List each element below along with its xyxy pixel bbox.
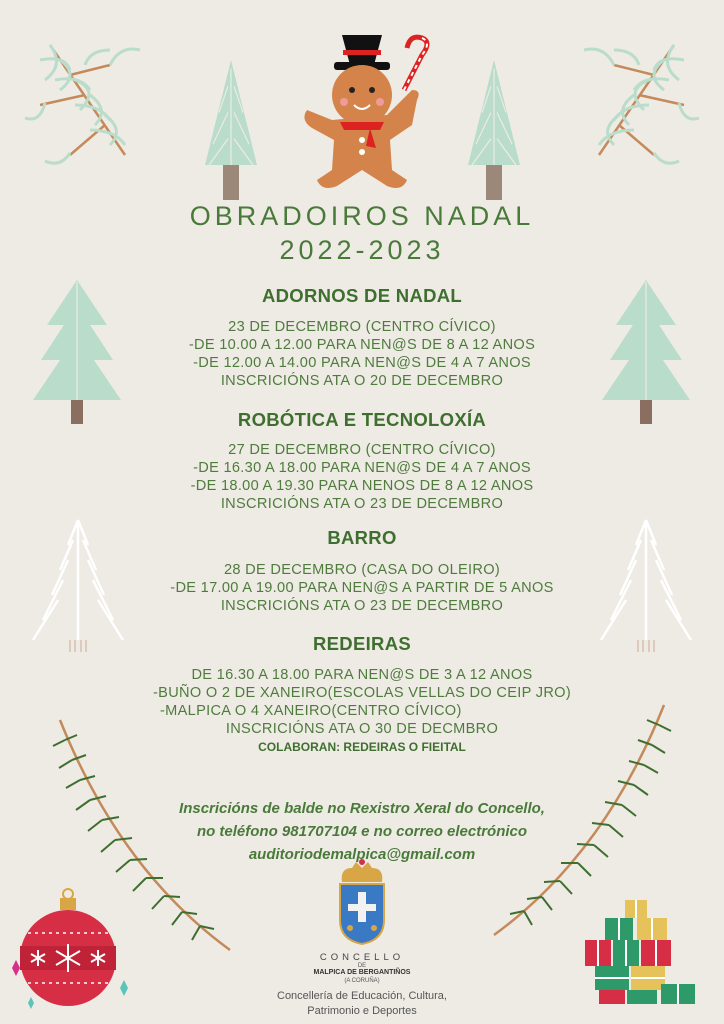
pine-tree-icon bbox=[205, 60, 257, 200]
municipality-name: MALPICA DE BERGANTIÑOS bbox=[313, 969, 411, 976]
section-line: -DE 16.30 A 18.00 PARA NEN@S DE 4 A 7 ANOS bbox=[193, 460, 531, 476]
section-line: -BUÑO O 2 DE XANEIRO(ESCOLAS VELLAS DO CEIP JRO) bbox=[153, 685, 571, 701]
section-line: -DE 12.00 A 14.00 PARA NEN@S DE 4 A 7 ANOS bbox=[193, 355, 531, 371]
department-line: Concellería de Educación, Cultura, bbox=[277, 990, 447, 1002]
municipality-province: (A CORUÑA) bbox=[344, 978, 380, 984]
pine-tree-icon bbox=[468, 60, 520, 200]
section-heading-barro: BARRO bbox=[327, 527, 397, 548]
section-line: -DE 18.00 A 19.30 PARA NENOS DE 8 A 12 ANOS bbox=[190, 478, 534, 494]
section-line: -DE 17.00 A 19.00 PARA NEN@S A PARTIR DE 5 ANOS bbox=[170, 580, 554, 596]
gingerbread-man-icon bbox=[304, 35, 427, 188]
pine-branch-icon bbox=[584, 45, 699, 163]
section-line: INSCRICIÓNS ATA O 23 DE DECEMBRO bbox=[220, 496, 504, 512]
registration-line: no teléfono 981707104 e no correo electrónico bbox=[196, 823, 528, 840]
section-line: -MALPICA O 4 XANEIRO(CENTRO CÍVICO) bbox=[160, 703, 462, 719]
section-heading-redeiras: REDEIRAS bbox=[313, 633, 411, 654]
registration-email: auditoriodemalpica@gmail.com bbox=[248, 846, 476, 863]
section-line: DE 16.30 A 18.00 PARA NEN@S DE 3 A 12 ANOS bbox=[191, 667, 533, 683]
section-line: 28 DE DECEMBRO (CASA DO OLEIRO) bbox=[223, 562, 501, 578]
section-line: 27 DE DECEMBRO (CENTRO CÍVICO) bbox=[228, 442, 496, 458]
poster-title: OBRADOIROS NADAL bbox=[189, 201, 535, 231]
coat-of-arms-icon bbox=[340, 859, 384, 944]
department-line: Patrimonio e Deportes bbox=[307, 1005, 417, 1017]
section-line: INSCRICIÓNS ATA O 23 DE DECEMBRO bbox=[220, 598, 504, 614]
section-line: 23 DE DECEMBRO (CENTRO CÍVICO) bbox=[228, 319, 496, 335]
section-heading-robotica: ROBÓTICA E TECNOLOXÍA bbox=[237, 409, 487, 430]
section-line: INSCRICIÓNS ATA O 30 DE DECMBRO bbox=[225, 721, 499, 737]
poster-year: 2022-2023 bbox=[279, 235, 445, 265]
municipality-de: DE bbox=[357, 963, 367, 969]
collaborators-note: COLABORAN: REDEIRAS O FIEITAL bbox=[258, 740, 466, 754]
municipality-word: CONCELLO bbox=[319, 952, 405, 963]
section-line: -DE 10.00 A 12.00 PARA NEN@S DE 8 A 12 ANOS bbox=[188, 337, 536, 353]
pine-branch-icon bbox=[25, 45, 140, 163]
registration-line: Inscricións de balde no Rexistro Xeral do Concello, bbox=[179, 800, 545, 817]
section-line: INSCRICIÓNS ATA O 20 DE DECEMBRO bbox=[220, 373, 504, 389]
section-heading-adornos: ADORNOS DE NADAL bbox=[261, 285, 463, 306]
